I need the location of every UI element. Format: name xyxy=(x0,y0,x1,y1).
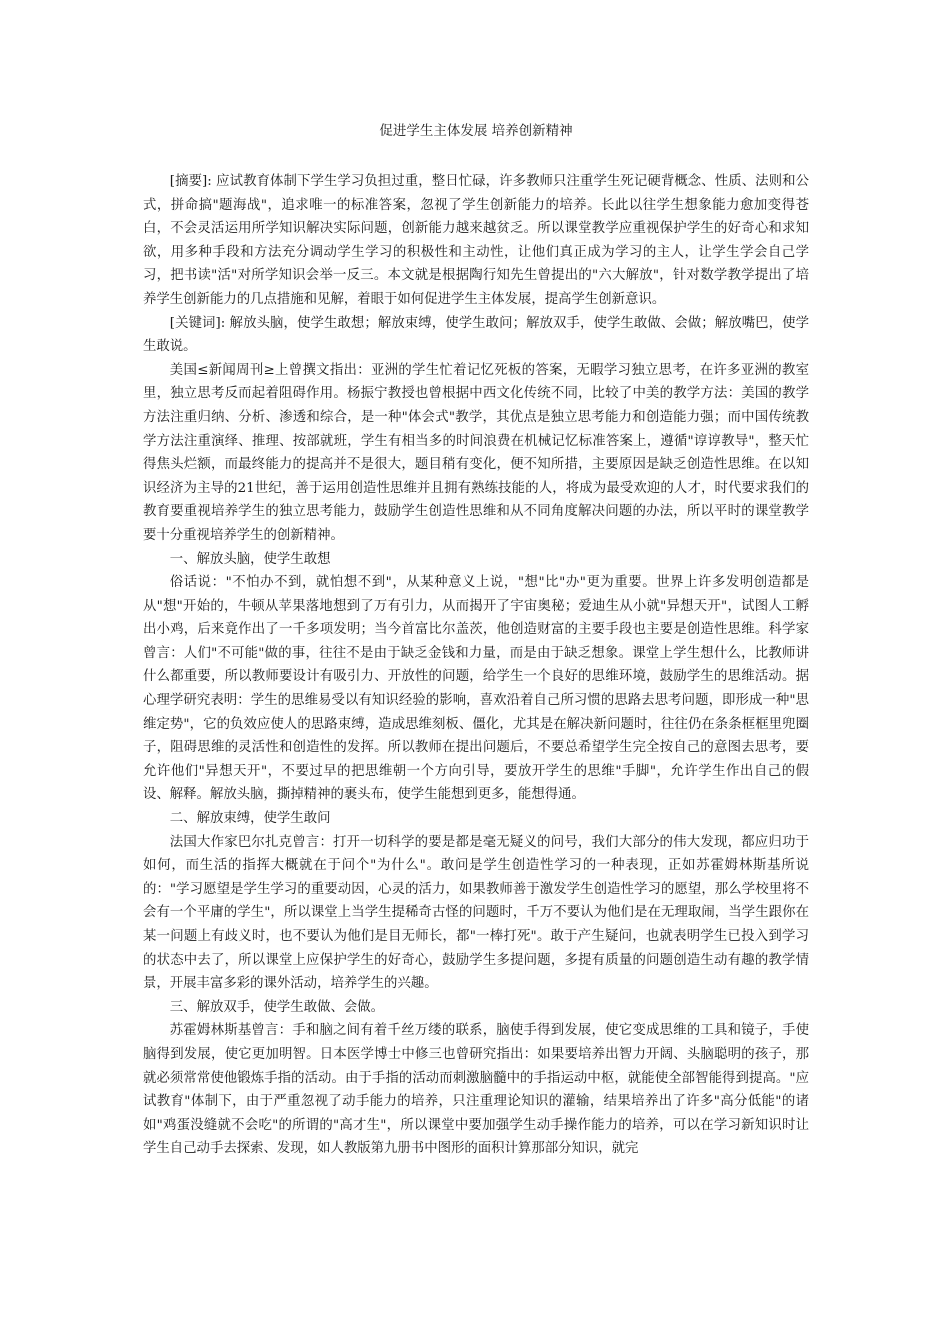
section-heading: 三、解放双手，使学生敢做、会做。 xyxy=(169,999,385,1015)
section-1 xyxy=(143,548,809,808)
section-2 xyxy=(143,807,809,996)
section-3 xyxy=(143,996,809,1161)
section-heading: 一、解放头脑，使学生敢想 xyxy=(169,551,331,567)
intro-paragraph: 美国≤新闻周刊≥上曾撰文指出：亚洲的学生忙着记忆死板的答案，无暇学习独立思考，在许多亚洲的教室里，独立思考反而起着阻碍作用。杨振宁教授也曾根据中西文化传统不同，比较了中美的教学方法：美国的教学方法注重归纳、分析、渗透和综合，是一种"体会式"教学，其优点是独立思考能力和创造能力强；而中国传统教学方法注重演绎、推理、按部就班，学生有相当多的时间浪费在机械记忆标准答案上，遵循"谆谆教导"，整天忙得焦头烂额，而最终能力的提高并不是很大，题目稍有变化，便不知所措，主要原因是缺乏创造性思维。在以知识经济为主导的21世纪，善于运用创造性思维并且拥有熟练技能的人，将成为最受欢迎的人才，时代要求我们的教育要重视培养学生的独立思考能力，鼓励学生创造性思维和从不同角度解决问题的办法，所以平时的课堂教学要十分重视培养学生的创新精神。 xyxy=(143,362,809,543)
document-title: 促进学生主体发展 培养创新精神 xyxy=(379,123,573,139)
abstract-paragraph: [摘要]: 应试教育体制下学生学习负担过重，整日忙碌，许多教师只注重学生死记硬背概念、性质、法则和公式，拼命搞"题海战"，追求唯一的标准答案，忽视了学生创新能力的培养。长此以往学生想象能力愈加变得苍白，不会灵活运用所学知识解决实际问题，创新能力越来越贫乏。所以课堂教学应重视保护学生的好奇心和求知欲，用多种手段和方法充分调动学生学习的积极性和主动性，让他们真正成为学习的主人，让学生学会自己学习，把书读"活"对所学知识会举一反三。本文就是根据陶行知先生曾提出的"六大解放"，针对数学教学提出了培养学生创新能力的几点措施和见解，着眼于如何促进学生主体发展，提高学生创新意识。 xyxy=(143,174,809,307)
section-body: 苏霍姆林斯基曾言：手和脑之间有着千丝万缕的联系，脑使手得到发展，使它变成思维的工具和镜子，手使脑得到发展，使它更加明智。日本医学博士中修三也曾研究指出：如果要培养出智力开阔、头脑聪明的孩子，那就必须常常使他锻炼手指的活动。由于手指的活动而刺激脑髓中的手指运动中枢，就能使全部智能得到提高。"应试教育"体制下，由于严重忽视了动手能力的培养，只注重理论知识的灌输，结果培养出了许多"高分低能"的诸如"鸡蛋没缝就不会吃"的所谓的"高才生"，所以课堂中要加强学生动手操作能力的培养，可以在学习新知识时让学生自己动手去探索、发现，如人教版第九册书中图形的面积计算那部分知识，就完 xyxy=(143,1023,809,1157)
keywords-paragraph: [关键词]: 解放头脑，使学生敢想；解放束缚，使学生敢问；解放双手，使学生敢做、会做；解放嘴巴，使学生敢说。 xyxy=(143,315,809,355)
document-page xyxy=(143,120,809,1161)
section-heading: 二、解放束缚，使学生敢问 xyxy=(169,811,331,827)
section-body: 俗话说："不怕办不到，就怕想不到"，从某种意义上说，"想"比"办"更为重要。世界上许多发明创造都是从"想"开始的，牛顿从苹果落地想到了万有引力，从而揭开了宇宙奥秘；爱迪生从小就"异想天开"，试图人工孵出小鸡，后来竟作出了一千多项发明；当今首富比尔盖茨，他创造财富的主要手段也主要是创造性思维。科学家曾言：人们"不可能"做的事，往往不是由于缺乏金钱和力量，而是由于缺乏想象。课堂上学生想什么，比教师讲什么都重要，所以教师要设计有吸引力、开放性的问题，给学生一个良好的思维环境，鼓励学生的思维活动。据心理学研究表明：学生的思维易受以有知识经验的影响，喜欢沿着自己所习惯的思路去思考问题，即形成一种"思维定势"，它的负效应使人的思路束缚，造成思维刻板、僵化，尤其是在解决新问题时，往往仍在条条框框里兜圈子，阻碍思维的灵活性和创造性的发挥。所以教师在提出问题后，不要总希望学生完全按自己的意图去思考，要允许他们"异想天开"，不要过早的把思维朝一个方向引导，要放开学生的思维"手脚"，允许学生作出自己的假设、解释。解放头脑，撕掉精神的裹头布，使学生能想到更多，能想得通。 xyxy=(143,575,809,803)
section-body: 法国大作家巴尔扎克曾言：打开一切科学的要是都是毫无疑义的问号，我们大部分的伟大发现，都应归功于如何，而生活的指挥大概就在于问个"为什么"。敢问是学生创造性学习的一种表现，正如苏霍姆林斯基所说的："学习愿望是学生学习的重要动因，心灵的活力，如果教师善于激发学生创造性学习的愿望，那么学校里将不会有一个平庸的学生"，所以课堂上当学生提稀奇古怪的问题时，千万不要认为他们是在无理取闹，当学生跟你在某一问题上有歧义时，也不要认为他们是目无师长，都"一棒打死"。敢于产生疑问，也就表明学生已投入到学习的状态中去了，所以课堂上应保护学生的好奇心，鼓励学生多提问题，多提有质量的问题创造生动有趣的教学情景，开展丰富多彩的课外活动，培养学生的兴趣。 xyxy=(143,834,809,992)
